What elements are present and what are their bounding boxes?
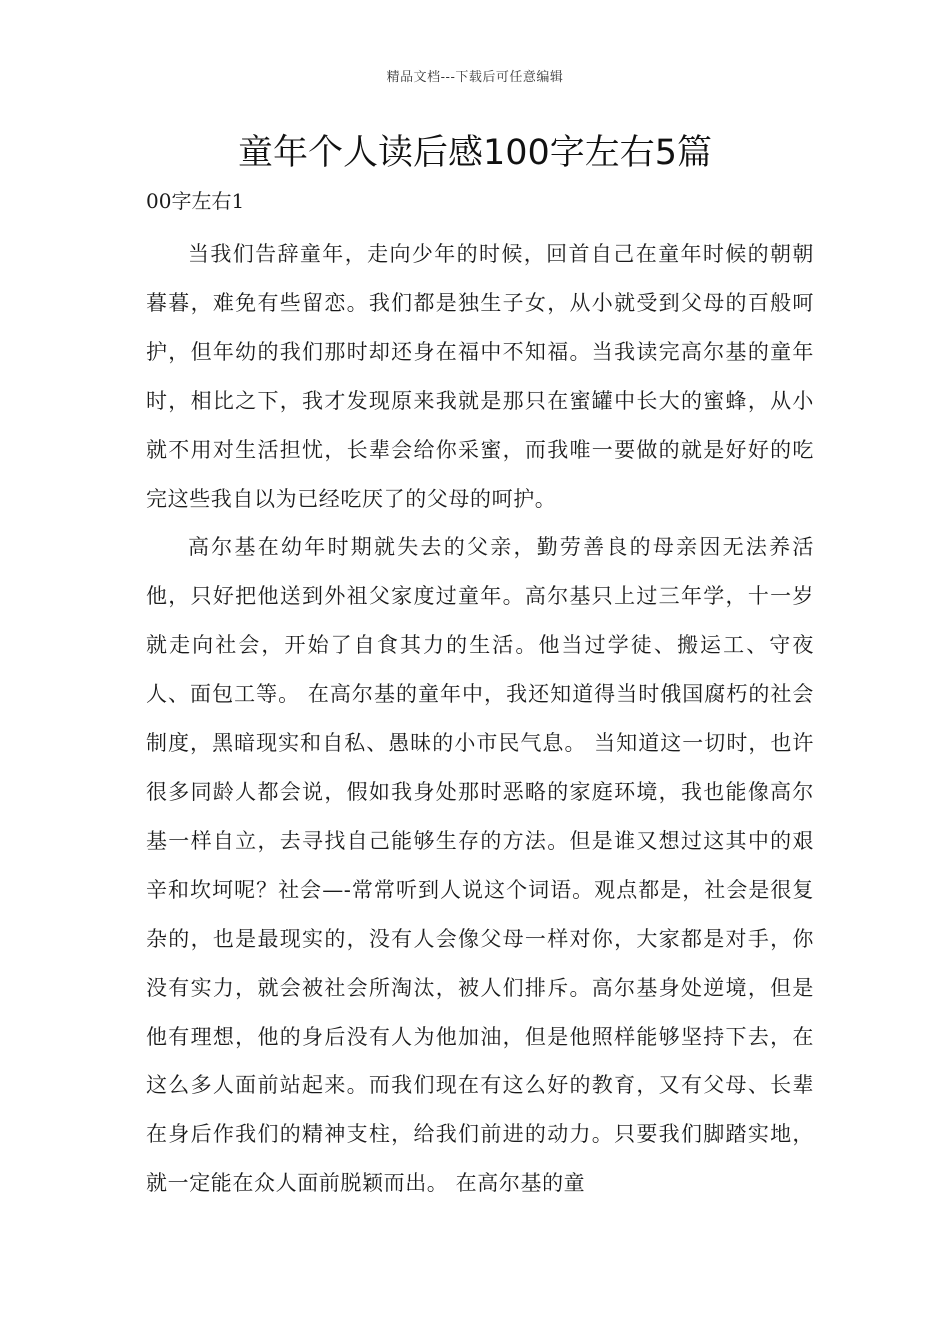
- document-body: [146, 230, 814, 1208]
- body-paragraph-1: 当我们告辞童年，走向少年的时候，回首自己在童年时候的朝朝暮暮，难免有些留恋。我们都是独生子女，从小就受到父母的百般呵护，但年幼的我们那时却还身在福中不知福。当我读完高尔基的童年时，相比之下，我才发现原来我就是那只在蜜罐中长大的蜜蜂，从小就不用对生活担忧，长辈会给你采蜜，而我唯一要做的就是好好的吃完这些我自以为已经吃厌了的父母的呵护。: [146, 242, 814, 511]
- section-subheading: 00字左右1: [146, 189, 245, 213]
- document-title: 童年个人读后感100字左右5篇: [237, 133, 713, 173]
- body-paragraph-2: 高尔基在幼年时期就失去的父亲，勤劳善良的母亲因无法养活他，只好把他送到外祖父家度过童年。高尔基只上过三年学，十一岁就走向社会，开始了自食其力的生活。他当过学徒、搬运工、守夜人、面包工等。 在高尔基的童年中，我还知道得当时俄国腐朽的社会制度，黑暗现实和自私、愚昧的小市民气息。 当知道这一切时，也许很多同龄人都会说，假如我身处那时恶略的家庭环境，我也能像高尔基一样自立，去寻找自己能够生存的方法。但是谁又想过这其中的艰辛和坎坷呢？社会—-常常听到人说这个词语。观点都是，社会是很复杂的，也是最现实的，没有人会像父母一样对你，大家都是对手，你没有实力，就会被社会所淘汰，被人们排斥。高尔基身处逆境，但是他有理想，他的身后没有人为他加油，但是他照样能够坚持下去，在这么多人面前站起来。而我们现在有这么好的教育，又有父母、长辈在身后作我们的精神支柱，给我们前进的动力。只要我们脚踏实地，就一定能在众人面前脱颖而出。 在高尔基的童: [146, 535, 814, 1196]
- header-note: 精品文档---下载后可任意编辑: [386, 70, 564, 85]
